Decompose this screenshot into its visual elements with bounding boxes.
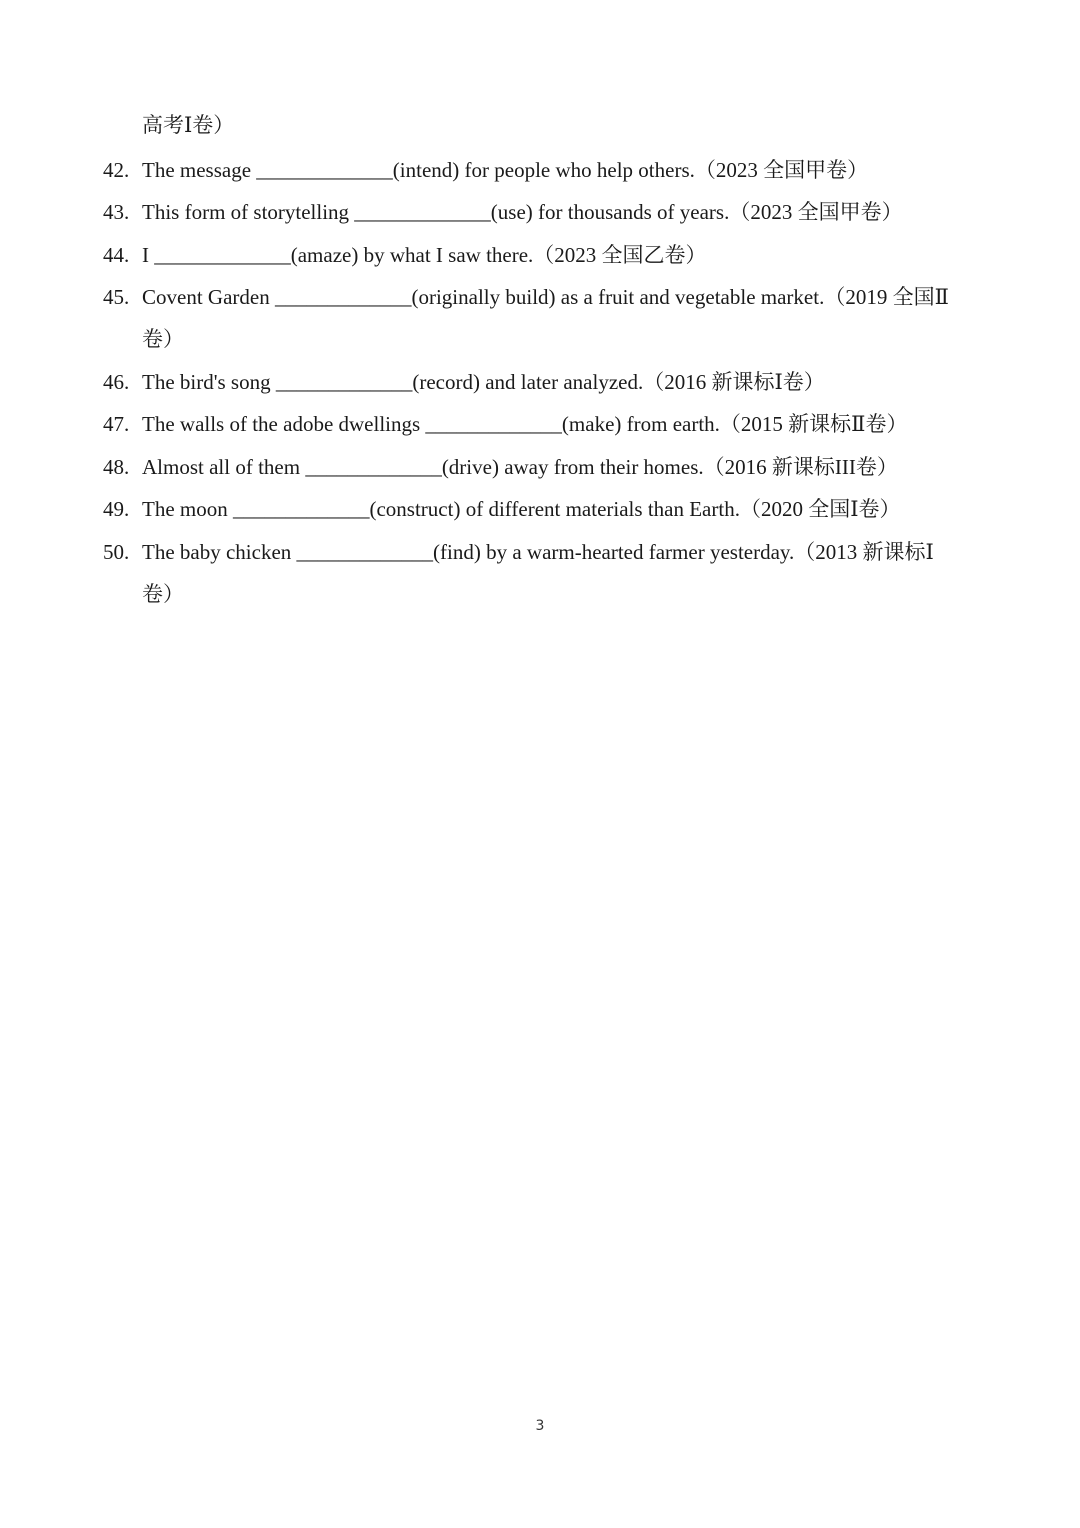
question-number: 42. — [103, 158, 130, 182]
question-number: 46. — [103, 370, 130, 394]
question-text: The walls of the adobe dwellings _____________(make) from earth.（2015 新课标Ⅱ卷） — [142, 412, 908, 436]
question-number: 44. — [103, 243, 130, 267]
question-number: 47. — [103, 412, 130, 436]
question-text: The message _____________(intend) for people who help others.（2023 全国甲卷） — [142, 158, 869, 182]
page-number: 3 — [535, 1418, 545, 1434]
question-number: 48. — [103, 455, 130, 479]
continuation-line: 高考Ⅰ卷） — [142, 113, 235, 137]
question-text: Almost all of them _____________(drive) away from their homes.（2016 新课标III卷） — [142, 455, 898, 479]
question-text-continuation: 卷） — [142, 582, 184, 606]
question-text: Covent Garden _____________(originally build) as a fruit and vegetable market.（2019 全国Ⅱ — [142, 285, 949, 309]
question-number: 43. — [103, 200, 130, 224]
question-text-continuation: 卷） — [142, 327, 184, 351]
question-text: The bird's song _____________(record) and later analyzed.（2016 新课标Ⅰ卷） — [142, 370, 825, 394]
question-number: 50. — [103, 540, 130, 564]
question-text: This form of storytelling _____________(use) for thousands of years.（2023 全国甲卷） — [142, 200, 903, 224]
question-number: 49. — [103, 497, 130, 521]
question-text: I _____________(amaze) by what I saw there.（2023 全国乙卷） — [142, 243, 707, 267]
question-number: 45. — [103, 285, 130, 309]
question-text: The baby chicken _____________(find) by a warm-hearted farmer yesterday.（2013 新课标Ⅰ — [142, 540, 934, 564]
question-text: The moon _____________(construct) of different materials than Earth.（2020 全国Ⅰ卷） — [142, 497, 901, 521]
